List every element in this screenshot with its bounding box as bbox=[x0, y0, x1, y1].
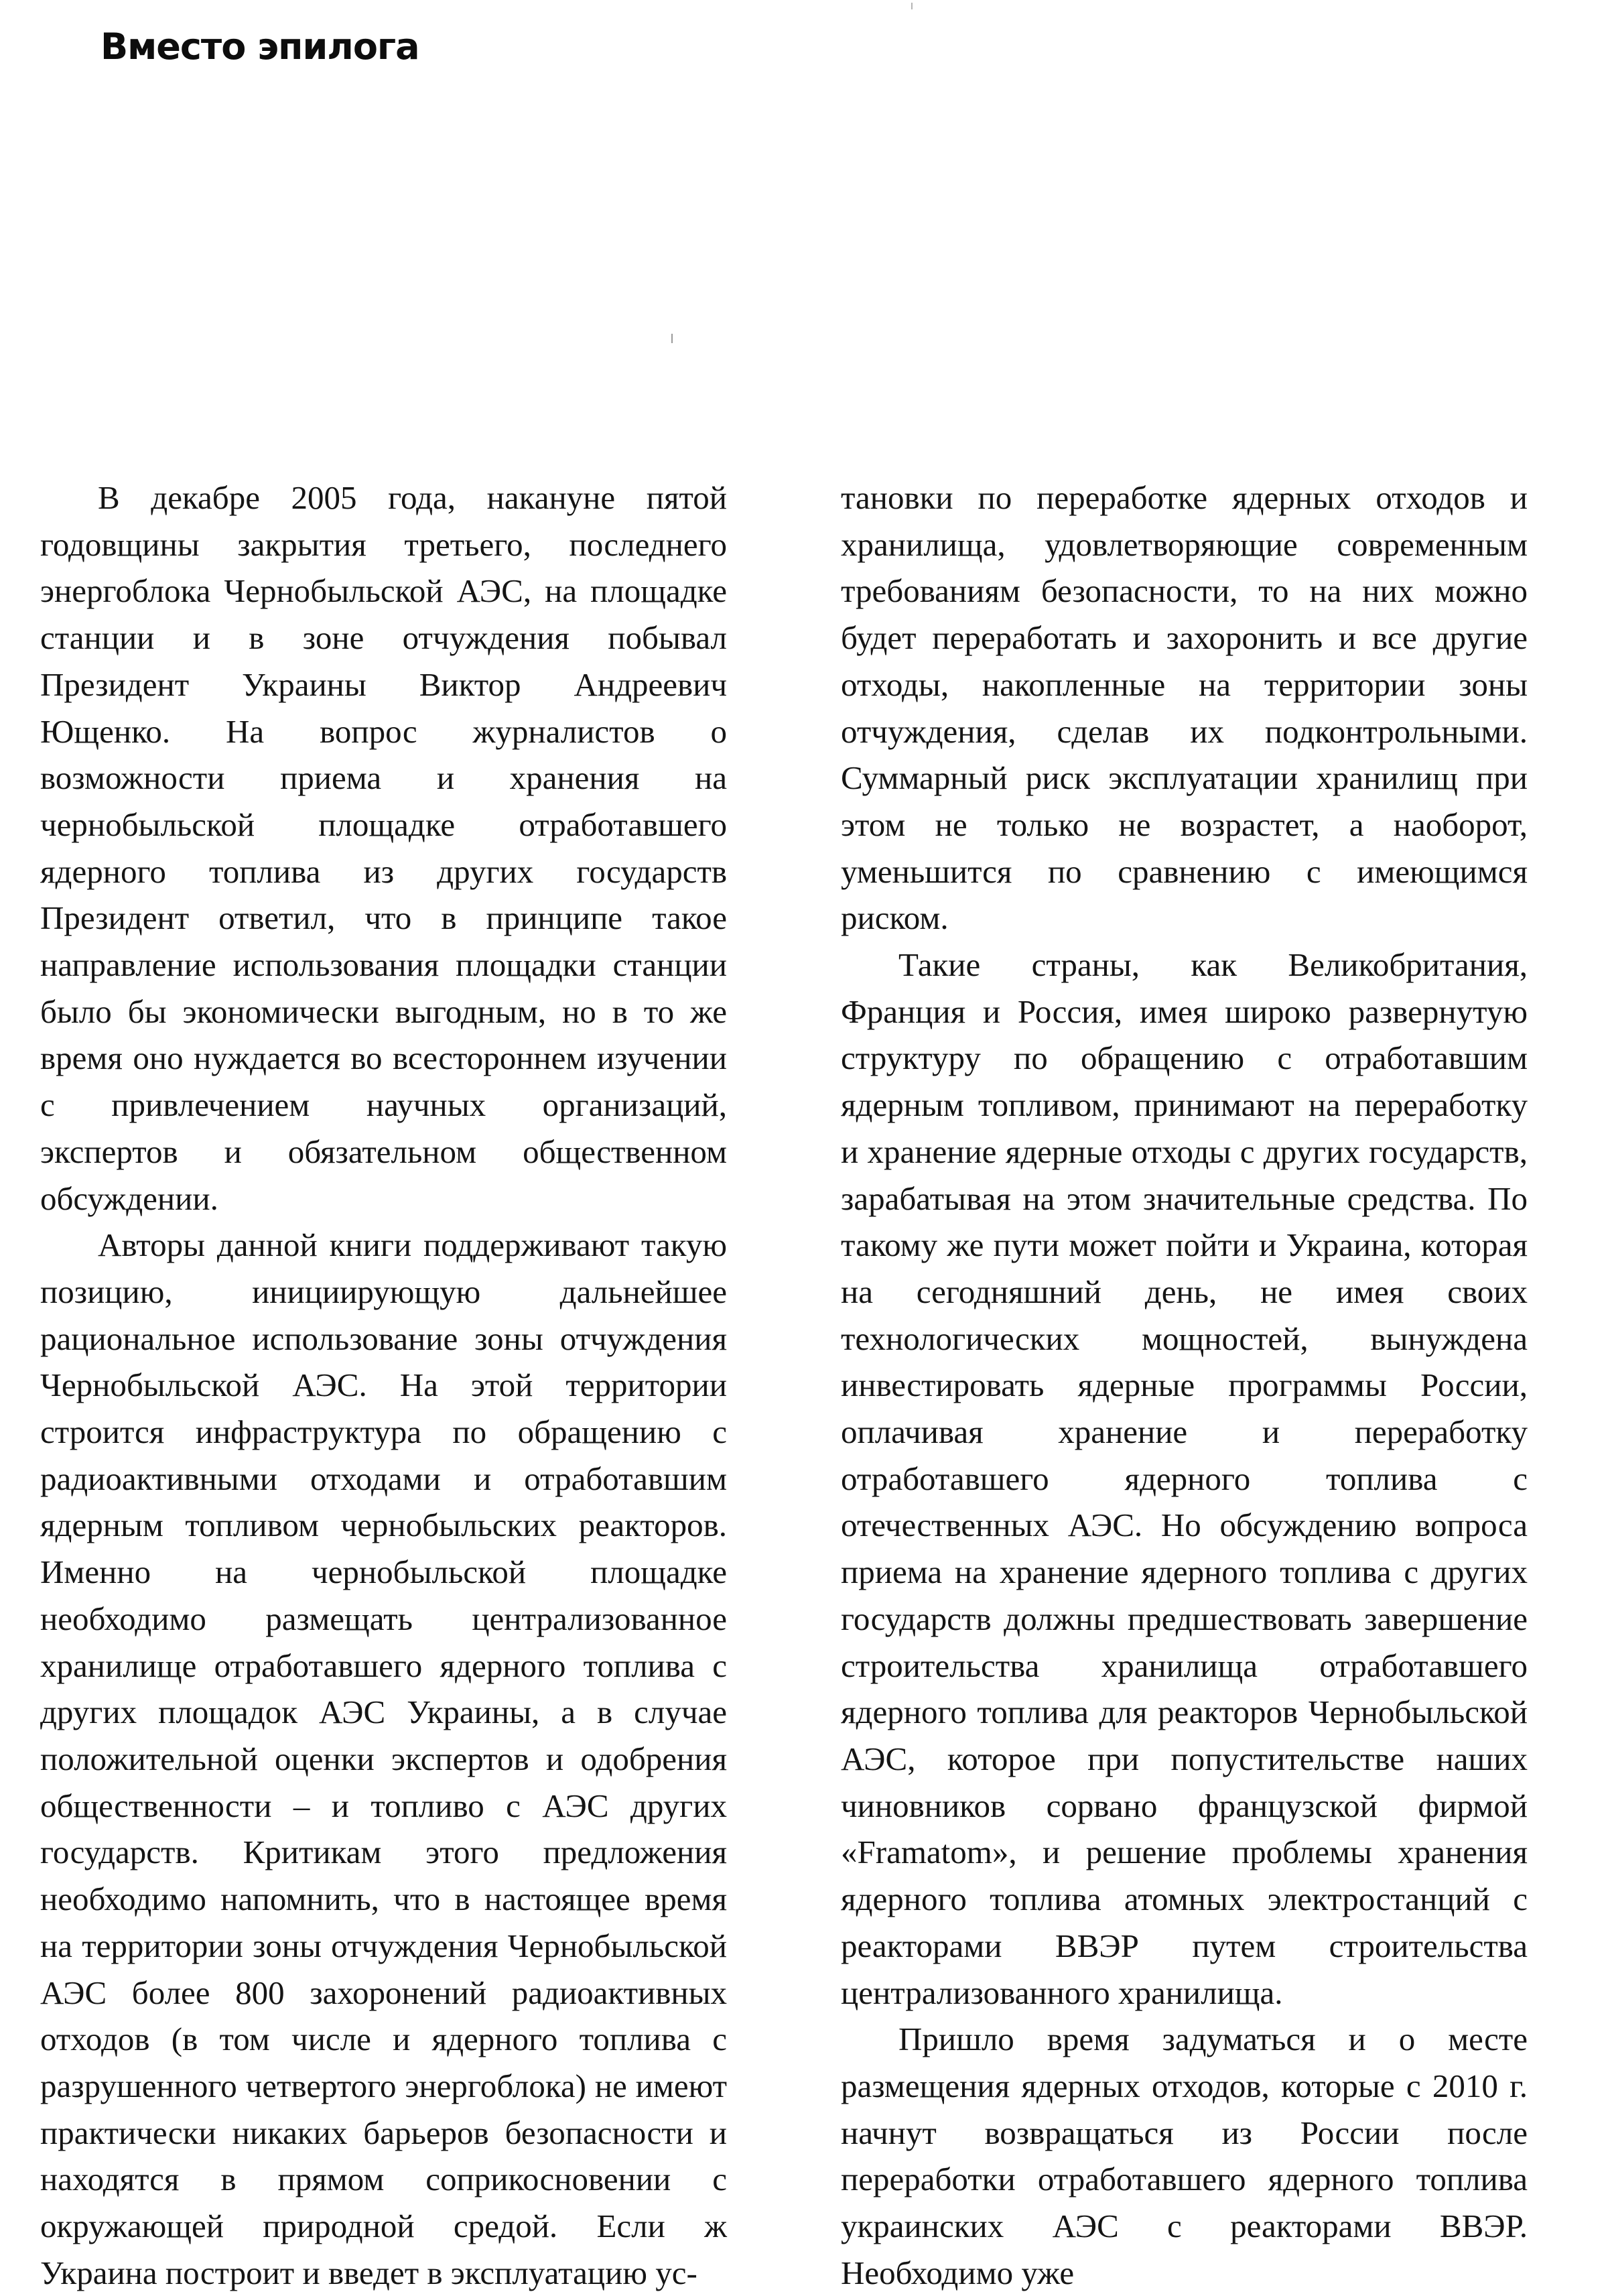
left-text-column bbox=[40, 474, 727, 2296]
paragraph-continuation: тановки по переработке ядерных отходов и хранилища, удовлетворяющие современным требованиям безопасности, то на них можно будет переработать и захоронить и все другие отходы, накопленные на территории зоны отчуждения, сделав их подконтрольными. Суммарный риск эксплуатации хранилищ при этом не только не возрастет, а наоборот, уменьшится по сравнению с имеющимся риском. bbox=[841, 479, 1528, 937]
paragraph-president-visit: В декабре 2005 года, накануне пятой годовщины закрытия третьего, последнего энергоблока Чернобыльской АЭС, на площадке станции и в зоне отчуждения побывал Президент Украины Виктор Андреевич Ющенко. На вопрос журналистов о возможности приема и хранения на чернобыльской площадке отработавшего ядерного топлива из других государств Президент ответил, что в принципе такое направление использования площадки станции было бы экономически выгодным, но в то же время оно нуждается во всестороннем изучении с привлечением научных организаций, экспертов и обязательном общественном обсуждении. bbox=[40, 479, 727, 1217]
paragraph-authors-position: Авторы данной книги поддерживают такую позицию, инициирующую дальнейшее рациональное использование зоны отчуждения Чернобыльской АЭС. На этой территории строится инфраструктура по обращению с радиоактивными отходами и отработавшим ядерным топливом чернобыльских реакторов. Именно на чернобыльской площадке необходимо размещать централизованное хранилище отработавшего ядерного топлива с других площадок АЭС Украины, а в случае положительной оценки экспертов и одобрения общественности – и топливо с АЭС других государств. Критикам этого предложения необходимо напомнить, что в настоящее время на территории зоны отчуждения Чернобыльской АЭС более 800 захоронений радиоактивных отходов (в том числе и ядерного топлива с разрушенного четвертого энергоблока) не имеют практически никаких барьеров безопасности и находятся в прямом соприкосновении с окружающей природной средой. Если ж Украина построит и введет в эксплуатацию ус- bbox=[40, 1226, 727, 2291]
paragraph-other-countries: Такие страны, как Великобритания, Франция и Россия, имея широко развернутую структуру по обращению с отработавшим ядерным топливом, принимают на переработку и хранение ядерные отходы с других государств, зарабатывая на этом значительные средства. По такому же пути может пойти и Украина, которая на сегодняшний день, не имея своих технологических мощностей, вынуждена инвестировать ядерные программы России, оплачивая хранение и переработку отработавшего ядерного топлива с отечественных АЭС. Но обсуждению вопроса приема на хранение ядерного топлива с других государств должны предшествовать завершение строительства хранилища отработавшего ядерного топлива для реакторов Чернобыльской АЭС, которое при попустительстве наших чиновников сорвано французской фирмой «Framatom», и решение проблемы хранения ядерного топлива атомных электростанций с реакторами ВВЭР путем строительства централизованного хранилища. bbox=[841, 946, 1528, 2011]
scan-mark bbox=[671, 334, 673, 343]
chapter-title: Вместо эпилога bbox=[100, 25, 419, 68]
paragraph-waste-return: Пришло время задуматься и о месте размещения ядерных отходов, которые с 2010 г. начнут возвращаться из России после переработки отработавшего ядерного топлива украинских АЭС с реакторами ВВЭР. Необходимо уже bbox=[841, 2021, 1528, 2291]
scan-mark-top bbox=[911, 3, 913, 9]
right-text-column bbox=[841, 474, 1528, 2296]
